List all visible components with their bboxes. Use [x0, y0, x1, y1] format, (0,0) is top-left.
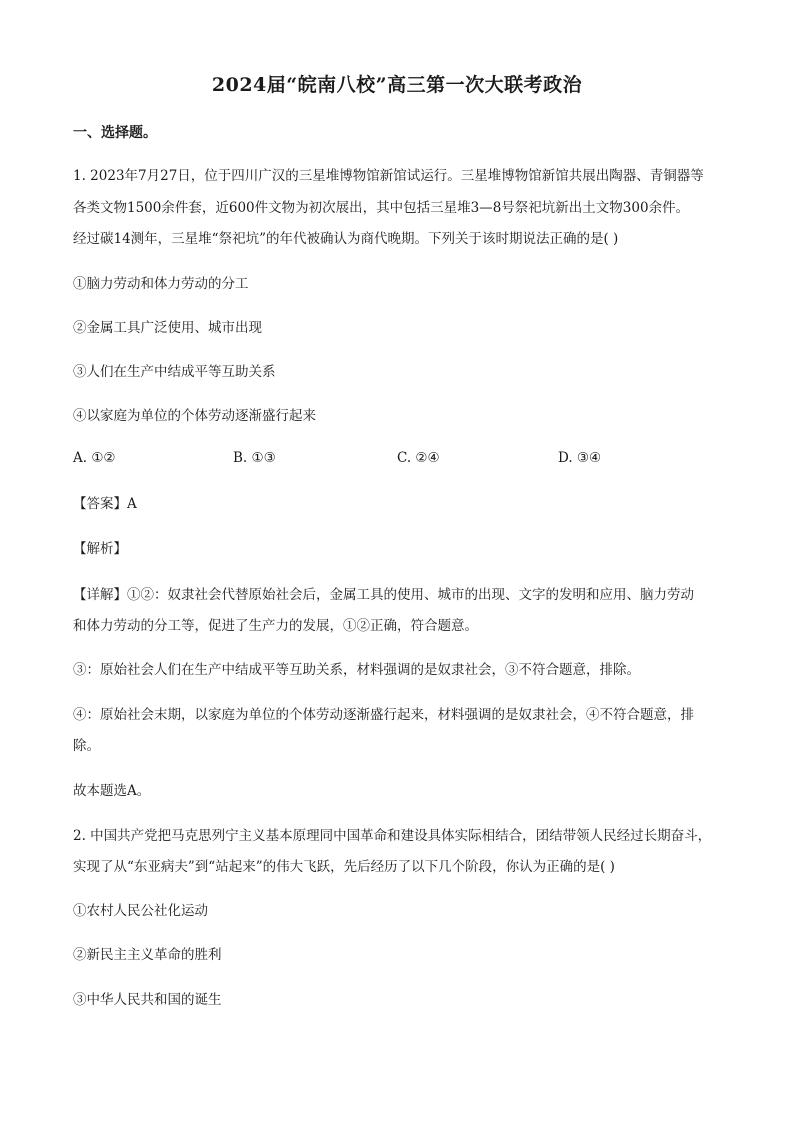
q1-detail-line-5: 除。 — [73, 738, 100, 754]
q1-detail-line-3: ③：原始社会人们在生产中结成平等互助关系，材料强调的是奴隶社会，③不符合题意，排除。 — [73, 662, 640, 678]
q2-stem-line-1: 2. 中国共产党把马克思列宁主义基本原理同中国革命和建设具体实际相结合，团结带领人民经过长期奋斗， — [73, 828, 712, 844]
section-heading: 一、选择题。 — [73, 125, 157, 141]
q2-item-3: ③中华人民共和国的诞生 — [73, 992, 222, 1008]
q2-stem-line-2: 实现了从“东亚病夫”到“站起来”的伟大飞跃，先后经历了以下几个阶段，你认为正确的是( ) — [73, 859, 615, 875]
q1-stem-line-2: 各类文物1500余件套，近600件文物为初次展出，其中包括三星堆3—8号祭祀坑新出土文物300余件。 — [73, 200, 690, 216]
q1-item-3: ③人们在生产中结成平等互助关系 — [73, 364, 276, 380]
q1-detail-line-4: ④：原始社会末期，以家庭为单位的个体劳动逐渐盛行起来，材料强调的是奴隶社会，④不符合题意，排 — [73, 707, 694, 723]
document-title: 2024届“皖南八校”高三第一次大联考政治 — [211, 74, 583, 96]
q1-analysis-label: 【解析】 — [73, 541, 127, 557]
q1-option-b: B. ①③ — [233, 450, 276, 466]
q1-item-2: ②金属工具广泛使用、城市出现 — [73, 320, 262, 336]
q2-item-2: ②新民主主义革命的胜利 — [73, 947, 222, 963]
q1-item-1: ①脑力劳动和体力劳动的分工 — [73, 276, 249, 292]
q1-option-d: D. ③④ — [558, 450, 602, 466]
q1-conclusion: 故本题选A。 — [73, 783, 151, 799]
q1-option-c: C. ②④ — [397, 450, 440, 466]
q2-item-1: ①农村人民公社化运动 — [73, 903, 208, 919]
q1-options — [73, 450, 723, 472]
q1-stem-line-1: 1. 2023年7月27日，位于四川广汉的三星堆博物馆新馆试运行。三星堆博物馆新馆共展出陶器、青铜器等 — [73, 168, 704, 184]
q1-stem-line-3: 经过碳14测年，三星堆“祭祀坑”的年代被确认为商代晚期。下列关于该时期说法正确的是( ) — [73, 231, 619, 247]
q1-option-a: A. ①② — [73, 450, 116, 466]
q1-detail-line-2: 和体力劳动的分工等，促进了生产力的发展，①②正确，符合题意。 — [73, 618, 478, 634]
q1-detail-line-1: 【详解】①②：奴隶社会代替原始社会后，金属工具的使用、城市的出现、文字的发明和应用、脑力劳动 — [73, 587, 694, 603]
q1-answer: 【答案】A — [73, 496, 137, 512]
q1-item-4: ④以家庭为单位的个体劳动逐渐盛行起来 — [73, 408, 316, 424]
